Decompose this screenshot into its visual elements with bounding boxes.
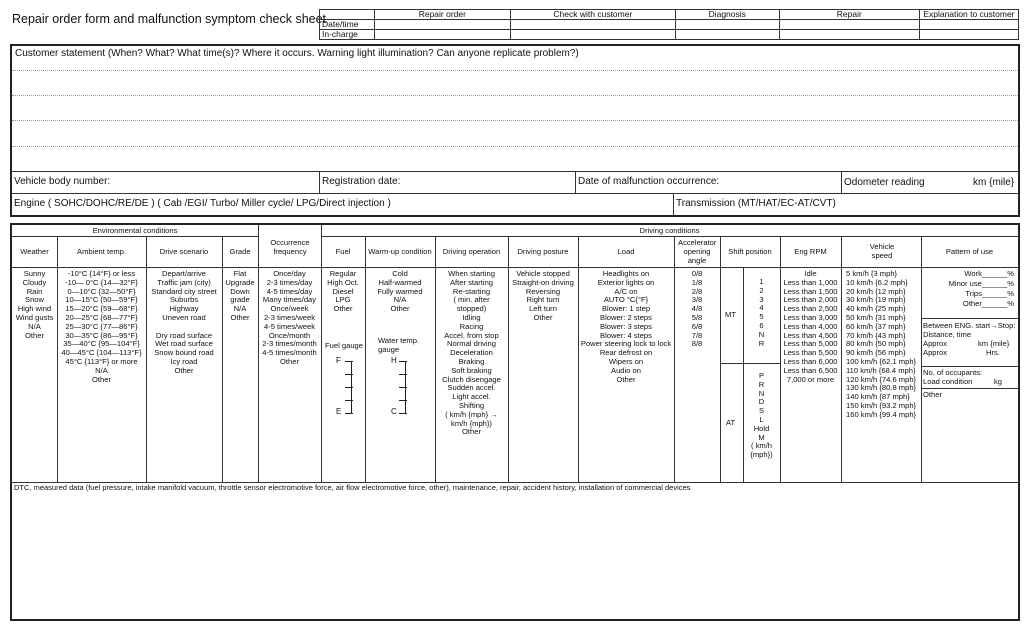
grade-option[interactable]: grade — [230, 295, 250, 305]
mt-position-option[interactable]: 2 — [759, 285, 764, 295]
dtc-label: DTC, measured data (fuel pressure, intake manifold vacuum, throttle sensor electromotive force, air flow electromotive force, other), maintenance, repair, accident history, installation of commercial devices — [14, 483, 691, 492]
gauge-tick — [345, 374, 353, 375]
divider — [321, 236, 1018, 237]
incharge-cell[interactable] — [919, 30, 1018, 40]
malfunction-date[interactable]: Date of malfunction occurrence: — [578, 176, 720, 187]
eng-rpm-option[interactable]: Idle — [804, 269, 817, 278]
eng-rpm-option[interactable]: Less than 1,000 — [783, 277, 838, 287]
gauge-tick — [345, 387, 353, 388]
driving-title: Driving conditions — [639, 226, 700, 235]
driving-operation-option[interactable]: Racing — [459, 321, 484, 331]
ambient-temp-options — [57, 270, 146, 384]
at-position-option[interactable]: N — [758, 388, 765, 398]
accel-angle-option[interactable]: 4/8 — [691, 304, 703, 314]
eng-rpm-option[interactable]: Less than 6,000 — [783, 356, 838, 366]
accel-angle-option[interactable]: 5/8 — [691, 312, 703, 322]
drive-scenario-option[interactable]: Other — [174, 365, 194, 375]
customer-statement-label: Customer statement (When? What? What time(s)? Where it occurs. Warning light illumination? Can anyone replicate problem?) — [15, 48, 579, 59]
statement-line[interactable] — [12, 95, 1018, 96]
accel-angle-option[interactable]: 1/8 — [691, 277, 703, 287]
odometer-unit: km {mile} — [973, 177, 1015, 188]
weather-option[interactable]: High wind — [17, 304, 52, 314]
pattern-occupants[interactable]: No. of occupants: — [923, 368, 983, 377]
driving-operation-option[interactable]: Clutch disengage — [442, 374, 501, 384]
occurrence-option[interactable]: Once/month — [268, 330, 311, 340]
weather-option[interactable]: Rain — [26, 286, 43, 296]
occurrence-option[interactable]: 4-5 times/day — [266, 286, 313, 296]
load-option[interactable]: Audio on — [611, 365, 641, 375]
driving-posture-option[interactable]: Right turn — [526, 295, 560, 305]
accel-angle-option[interactable]: 7/8 — [691, 330, 703, 340]
at-position-option[interactable]: ( km/h — [750, 441, 773, 451]
grade-option[interactable]: N/A — [233, 304, 247, 314]
pattern-other-label[interactable]: Other — [923, 390, 942, 399]
eng-rpm-options — [780, 270, 841, 384]
fuel-option[interactable]: Other — [333, 304, 353, 314]
engine-type[interactable]: Engine ( SOHC/DOHC/RE/DE ) ( Cab /EGI/ Turbo/ Miller cycle/ LPG/Direct injection ) — [14, 198, 391, 209]
grade-option[interactable]: Other — [230, 312, 250, 322]
ambient-temp-option[interactable]: 20—25°C {68—77°F} — [65, 312, 138, 322]
incharge-cell[interactable] — [675, 30, 779, 40]
header-load: Load — [617, 247, 635, 256]
vehicle-speed-option[interactable]: 10 km/h {6.2 mph} — [846, 277, 908, 287]
divider — [12, 267, 1018, 268]
incharge-cell[interactable] — [779, 30, 919, 40]
ambient-temp-option[interactable]: 15—20°C {59—68°F} — [65, 304, 138, 314]
driving-operation-option[interactable]: Sudden accel. — [447, 383, 496, 393]
at-position-option[interactable]: L — [759, 414, 764, 424]
mt-position-option[interactable]: 1 — [759, 277, 764, 286]
water-temp-label-line: gauge — [378, 344, 400, 354]
load-option[interactable]: Blower: 1 step — [601, 304, 651, 314]
at-position-option[interactable]: Hold — [753, 423, 770, 433]
mt-position-option[interactable]: R — [758, 338, 765, 348]
at-position-option[interactable]: D — [758, 397, 765, 407]
occurrence-option[interactable]: 2-3 times/day — [266, 277, 313, 287]
eng-rpm-option[interactable]: 7,000 or more — [786, 374, 835, 384]
eng-rpm-option[interactable]: Less than 4,500 — [783, 330, 838, 340]
ambient-temp-option[interactable]: -10— 0°C {14—32°F} — [65, 277, 138, 287]
gauge-tick — [345, 400, 353, 401]
pattern-minor-use[interactable]: Minor use______% — [948, 279, 1014, 288]
driving-operation-option[interactable]: Soft braking — [451, 365, 492, 375]
datetime-cell[interactable] — [510, 20, 675, 30]
header-weather: Weather — [20, 247, 49, 256]
fuel-options — [321, 270, 365, 314]
incharge-cell[interactable] — [510, 30, 675, 40]
driving-operation-options — [435, 270, 508, 437]
grade-option[interactable]: Upgrade — [225, 277, 255, 287]
statement-line[interactable] — [12, 70, 1018, 71]
ambient-temp-option[interactable]: 30—35°C {86—95°F} — [65, 330, 138, 340]
driving-operation-option[interactable]: stopped) — [456, 304, 487, 314]
drive-scenario-option[interactable]: Traffic jam (city) — [157, 277, 211, 287]
divider — [319, 171, 320, 193]
divider — [921, 318, 1018, 319]
fuel-gauge-full-label: F — [336, 356, 341, 365]
divider — [841, 236, 842, 482]
header-warmup: Warm-up condition — [368, 247, 432, 256]
driving-operation-option[interactable]: ( min. after — [453, 295, 490, 305]
statement-line[interactable] — [12, 146, 1018, 147]
load-option[interactable]: A/C on — [614, 286, 638, 296]
vehicle-speed-option[interactable]: 50 km/h {31 mph} — [846, 312, 906, 322]
water-gauge-hot-label: H — [391, 356, 397, 365]
customer-statement-box — [10, 44, 1020, 217]
driving-operation-option[interactable]: Re-starting — [452, 286, 491, 296]
grade-option[interactable]: Flat — [233, 269, 247, 278]
header-col-check-customer: Check with customer — [510, 10, 675, 20]
driving-operation-option[interactable]: km/h {mph}) — [451, 418, 492, 428]
divider — [921, 388, 1018, 389]
fuel-gauge-empty-label: E — [336, 407, 342, 416]
header-fuel: Fuel — [335, 247, 351, 256]
driving-posture-option[interactable]: Left turn — [529, 304, 557, 314]
datetime-cell[interactable] — [675, 20, 779, 30]
registration-date[interactable]: Registration date: — [322, 176, 401, 187]
header-drive-scenario: Drive scenario — [159, 247, 209, 256]
drive-scenario-option[interactable]: Snow bound road — [154, 348, 214, 358]
pattern-work[interactable]: Work______% — [964, 269, 1014, 278]
drive-scenario-option[interactable]: Highway — [169, 304, 199, 314]
divider — [673, 193, 674, 215]
at-position-option[interactable]: S — [758, 406, 765, 416]
eng-rpm-option[interactable]: Less than 6,500 — [783, 365, 838, 375]
gauge-tick — [345, 361, 353, 362]
water-temp-label — [378, 337, 419, 355]
load-option[interactable]: Other — [616, 374, 636, 384]
statement-line[interactable] — [12, 120, 1018, 121]
gauge-tick — [345, 413, 353, 414]
load-option[interactable]: Blower: 3 steps — [600, 321, 652, 331]
header-pattern-of-use: Pattern of use — [945, 247, 994, 256]
header-vehicle-speed: Vehicle speed — [869, 242, 895, 260]
divider — [841, 171, 842, 193]
eng-rpm-option[interactable]: Less than 1,500 — [783, 286, 838, 296]
driving-operation-option[interactable]: Braking — [458, 356, 485, 366]
occurrence-option[interactable]: Other — [280, 356, 299, 366]
drive-scenario-options — [146, 270, 222, 376]
water-temp-label-line: Water temp. — [378, 336, 420, 345]
driving-operation-option[interactable]: After starting — [449, 277, 494, 287]
vehicle-speed-option[interactable]: 5 km/h {3 mph} — [846, 269, 898, 278]
at-label: AT — [726, 418, 736, 427]
mt-position-option[interactable]: N — [758, 329, 765, 339]
warmup-option[interactable]: Half-warmed — [378, 277, 422, 287]
eng-rpm-option[interactable]: Less than 5,500 — [783, 348, 838, 358]
accel-angle-option[interactable]: 3/8 — [691, 295, 703, 305]
eng-rpm-option[interactable]: Less than 5,000 — [783, 339, 838, 349]
ambient-temp-option[interactable]: 45°C {113°F} or more — [65, 356, 138, 366]
header-accel-angle: Accelerator opening angle — [678, 238, 717, 265]
ambient-temp-option[interactable]: 25—30°C {77—86°F} — [65, 321, 138, 331]
fuel-option[interactable]: Diesel — [332, 286, 354, 296]
header-col-diagnosis: Diagnosis — [675, 10, 779, 20]
driving-operation-option[interactable]: Deceleration — [450, 348, 493, 358]
load-option[interactable]: Power steering lock to lock — [580, 339, 672, 349]
driving-operation-option[interactable]: ( km/h {mph} → — [445, 409, 498, 419]
mt-position-option[interactable]: 4 — [759, 303, 764, 313]
vehicle-speed-options — [846, 270, 916, 420]
gauge-tick — [399, 361, 407, 362]
accel-angle-option[interactable]: 2/8 — [691, 286, 703, 296]
vehicle-speed-option[interactable]: 90 km/h {56 mph} — [846, 348, 906, 358]
load-option[interactable]: Blower: 2 steps — [600, 312, 652, 322]
warmup-options — [365, 270, 435, 314]
gauge-tick — [399, 374, 407, 375]
driving-posture-option[interactable]: Other — [533, 312, 553, 322]
eng-rpm-option[interactable]: Less than 2,000 — [783, 295, 838, 305]
ambient-temp-option[interactable]: Other — [92, 374, 111, 384]
conditions-box — [10, 223, 1020, 621]
load-option[interactable]: Wipers on — [608, 356, 644, 366]
vehicle-speed-option[interactable]: 110 km/h {68.4 mph} — [846, 365, 916, 375]
header-col-repair: Repair — [779, 10, 919, 20]
vehicle-speed-option[interactable]: 120 km/h {74.6 mph} — [846, 374, 917, 384]
divider — [921, 236, 922, 482]
weather-option[interactable]: Snow — [25, 295, 44, 305]
pattern-approx-distance-unit: km {mile} — [978, 339, 1010, 348]
grade-option[interactable]: Down — [230, 286, 250, 296]
ambient-temp-option[interactable]: -10°C {14°F} or less — [67, 269, 136, 278]
header-row-incharge: In-charge — [320, 30, 375, 40]
fuel-option[interactable]: High Oct. — [327, 277, 359, 287]
warmup-option[interactable]: Cold — [392, 269, 408, 278]
occurrence-options — [258, 270, 321, 367]
load-option[interactable]: Exterior lights on — [597, 277, 655, 287]
incharge-cell[interactable] — [374, 30, 510, 40]
drive-scenario-option[interactable]: Wet road surface — [155, 339, 213, 349]
weather-option[interactable]: Cloudy — [22, 277, 47, 287]
driving-posture-option[interactable]: Straight-on driving — [512, 277, 574, 287]
ambient-temp-option[interactable]: 35—40°C {95—104°F} — [63, 339, 140, 349]
divider — [720, 236, 721, 482]
pattern-load-unit: kg — [994, 377, 1003, 386]
header-shift-position: Shift position — [728, 247, 772, 256]
driving-operation-option[interactable]: When starting — [448, 269, 495, 278]
gauge-tick — [399, 413, 407, 414]
grade-options — [222, 270, 258, 323]
mt-positions — [743, 278, 780, 348]
divider — [720, 363, 780, 364]
driving-operation-option[interactable]: Other — [462, 427, 481, 437]
pattern-approx-time[interactable]: Approx — [923, 348, 948, 357]
vehicle-speed-option[interactable]: 40 km/h {25 mph} — [846, 304, 906, 314]
ambient-temp-option[interactable]: N/A — [95, 365, 108, 375]
driving-operation-option[interactable]: Idling — [462, 312, 481, 322]
environmental-title: Environmental conditions — [92, 226, 178, 235]
odometer-reading[interactable]: Odometer reading — [844, 177, 925, 188]
vehicle-speed-option[interactable]: 70 km/h {43 mph} — [846, 330, 906, 340]
occurrence-option[interactable]: Once/week — [270, 304, 309, 314]
divider — [12, 171, 1018, 172]
drive-scenario-option[interactable]: Uneven road — [162, 312, 206, 322]
divider — [575, 171, 576, 193]
pattern-between-start-stop: Between ENG. start→Stop: — [923, 321, 1016, 330]
drive-scenario-option[interactable]: Icy road — [170, 356, 198, 366]
occurrence-option[interactable]: 2-3 times/month — [262, 339, 317, 349]
weather-option[interactable]: N/A — [28, 321, 41, 331]
ambient-temp-option[interactable]: 10—15°C {50—59°F} — [65, 295, 138, 305]
vehicle-speed-option[interactable]: 140 km/h {87 mph} — [846, 392, 910, 402]
warmup-option[interactable]: Fully warmed — [377, 286, 423, 296]
load-option[interactable]: Blower: 4 steps — [600, 330, 652, 340]
load-option[interactable]: Rear defrost on — [599, 348, 653, 358]
ambient-temp-option[interactable]: 0—10°C {32—50°F} — [67, 286, 136, 296]
warmup-option[interactable]: N/A — [393, 295, 407, 305]
fuel-option[interactable]: Regular — [329, 269, 357, 278]
drive-scenario-option[interactable]: Standard city street — [151, 286, 217, 296]
accel-angle-option[interactable]: 8/8 — [691, 339, 703, 349]
header-occurrence: Occurrence frequency — [270, 238, 310, 256]
vehicle-body-number[interactable]: Vehicle body number: — [14, 176, 111, 187]
load-option[interactable]: Headlights on — [602, 269, 650, 278]
pattern-approx-distance[interactable]: Approx — [923, 339, 948, 348]
occurrence-option[interactable]: 2-3 times/week — [263, 312, 316, 322]
ambient-temp-option[interactable]: 40—45°C {104—113°F} — [61, 348, 142, 358]
drive-scenario-option[interactable]: Dry road surface — [155, 330, 213, 340]
datetime-cell[interactable] — [919, 20, 1018, 30]
vehicle-speed-option[interactable]: 130 km/h {80.8 mph} — [846, 383, 917, 393]
accel-angle-option[interactable]: 0/8 — [691, 269, 703, 278]
vehicle-speed-option[interactable]: 20 km/h {12 mph} — [846, 286, 906, 296]
weather-options — [12, 270, 57, 340]
header-eng-rpm: Eng RPM — [794, 247, 827, 256]
at-positions — [743, 372, 780, 460]
accel-angle-options — [674, 270, 720, 349]
divider — [321, 225, 322, 482]
occurrence-option[interactable]: 4-5 times/week — [263, 321, 316, 331]
mt-position-option[interactable]: 3 — [759, 294, 764, 304]
vehicle-speed-option[interactable]: 80 km/h {50 mph} — [846, 339, 906, 349]
header-table — [319, 9, 1019, 40]
header-col-explanation: Explanation to customer — [919, 10, 1018, 20]
form-title: Repair order form and malfunction symptom check sheet — [12, 12, 327, 26]
at-position-option[interactable]: R — [758, 379, 765, 389]
pattern-approx-time-unit: Hrs. — [986, 348, 1000, 357]
header-driving-posture: Driving posture — [517, 247, 569, 256]
vehicle-speed-option[interactable]: 160 km/h {99.4 mph} — [846, 409, 917, 419]
gauge-tick — [399, 387, 407, 388]
header-corner — [320, 10, 375, 20]
load-options — [578, 270, 674, 384]
at-position-option[interactable]: {mph}) — [750, 450, 773, 460]
header-grade: Grade — [229, 247, 251, 256]
pattern-distance-time: Distance, time — [923, 330, 972, 339]
driving-operation-option[interactable]: Normal driving — [447, 339, 496, 349]
warmup-option[interactable]: Other — [390, 304, 410, 314]
occurrence-option[interactable]: 4-5 times/month — [262, 348, 317, 358]
drive-scenario-option[interactable]: Depart/arrive — [162, 269, 206, 278]
driving-posture-option[interactable]: Vehicle stopped — [516, 269, 570, 278]
driving-operation-option[interactable]: Shifting — [458, 400, 485, 410]
mt-position-option[interactable]: 6 — [759, 320, 764, 330]
gauge-tick — [399, 400, 407, 401]
pattern-other[interactable]: Other______% — [962, 299, 1014, 308]
pattern-trips[interactable]: Trips______% — [965, 289, 1014, 298]
driving-posture-options — [508, 270, 578, 323]
datetime-cell[interactable] — [779, 20, 919, 30]
weather-option[interactable]: Sunny — [23, 269, 46, 278]
fuel-option[interactable]: LPG — [335, 295, 351, 305]
at-position-option[interactable]: M — [758, 432, 765, 442]
weather-option[interactable]: Other — [25, 330, 44, 340]
occurrence-option[interactable]: Many times/day — [262, 295, 317, 305]
at-position-option[interactable]: P — [758, 371, 765, 380]
load-option[interactable]: AUTO °C{°F} — [603, 295, 649, 305]
transmission-type[interactable]: Transmission (MT/HAT/EC-AT/CVT) — [676, 198, 836, 209]
mt-position-option[interactable]: 5 — [759, 312, 764, 322]
header-ambient-temp: Ambient temp. — [77, 247, 126, 256]
header-row-datetime: Date/time — [320, 20, 375, 30]
vehicle-speed-option[interactable]: 60 km/h {37 mph} — [846, 321, 906, 331]
driving-posture-option[interactable]: Reversing — [525, 286, 561, 296]
weather-option[interactable]: Wind gusts — [15, 312, 54, 322]
mt-label: MT — [725, 310, 736, 319]
vehicle-speed-option[interactable]: 150 km/h {93.2 mph} — [846, 400, 917, 410]
accel-angle-option[interactable]: 6/8 — [691, 321, 703, 331]
drive-scenario-option[interactable]: Suburbs — [169, 295, 199, 305]
driving-operation-option[interactable]: Accel. from stop — [444, 330, 499, 340]
occurrence-option[interactable]: Once/day — [273, 269, 306, 278]
vehicle-speed-option[interactable]: 30 km/h {19 mph} — [846, 295, 906, 305]
water-gauge-cold-label: C — [391, 407, 397, 416]
header-col-repair-order: Repair order — [374, 10, 510, 20]
eng-rpm-option[interactable]: Less than 4,000 — [783, 321, 838, 331]
divider — [12, 193, 1018, 194]
driving-operation-option[interactable]: Light accel. — [452, 392, 491, 402]
pattern-load-condition[interactable]: Load condition — [923, 377, 973, 386]
eng-rpm-option[interactable]: Less than 2,500 — [783, 304, 838, 314]
divider — [921, 366, 1018, 367]
eng-rpm-option[interactable]: Less than 3,000 — [783, 312, 838, 322]
datetime-cell[interactable] — [374, 20, 510, 30]
fuel-gauge-label: Fuel gauge — [325, 341, 363, 350]
vehicle-speed-option[interactable]: 100 km/h {62.1 mph} — [846, 356, 917, 366]
header-driving-operation: Driving operation — [442, 247, 501, 256]
